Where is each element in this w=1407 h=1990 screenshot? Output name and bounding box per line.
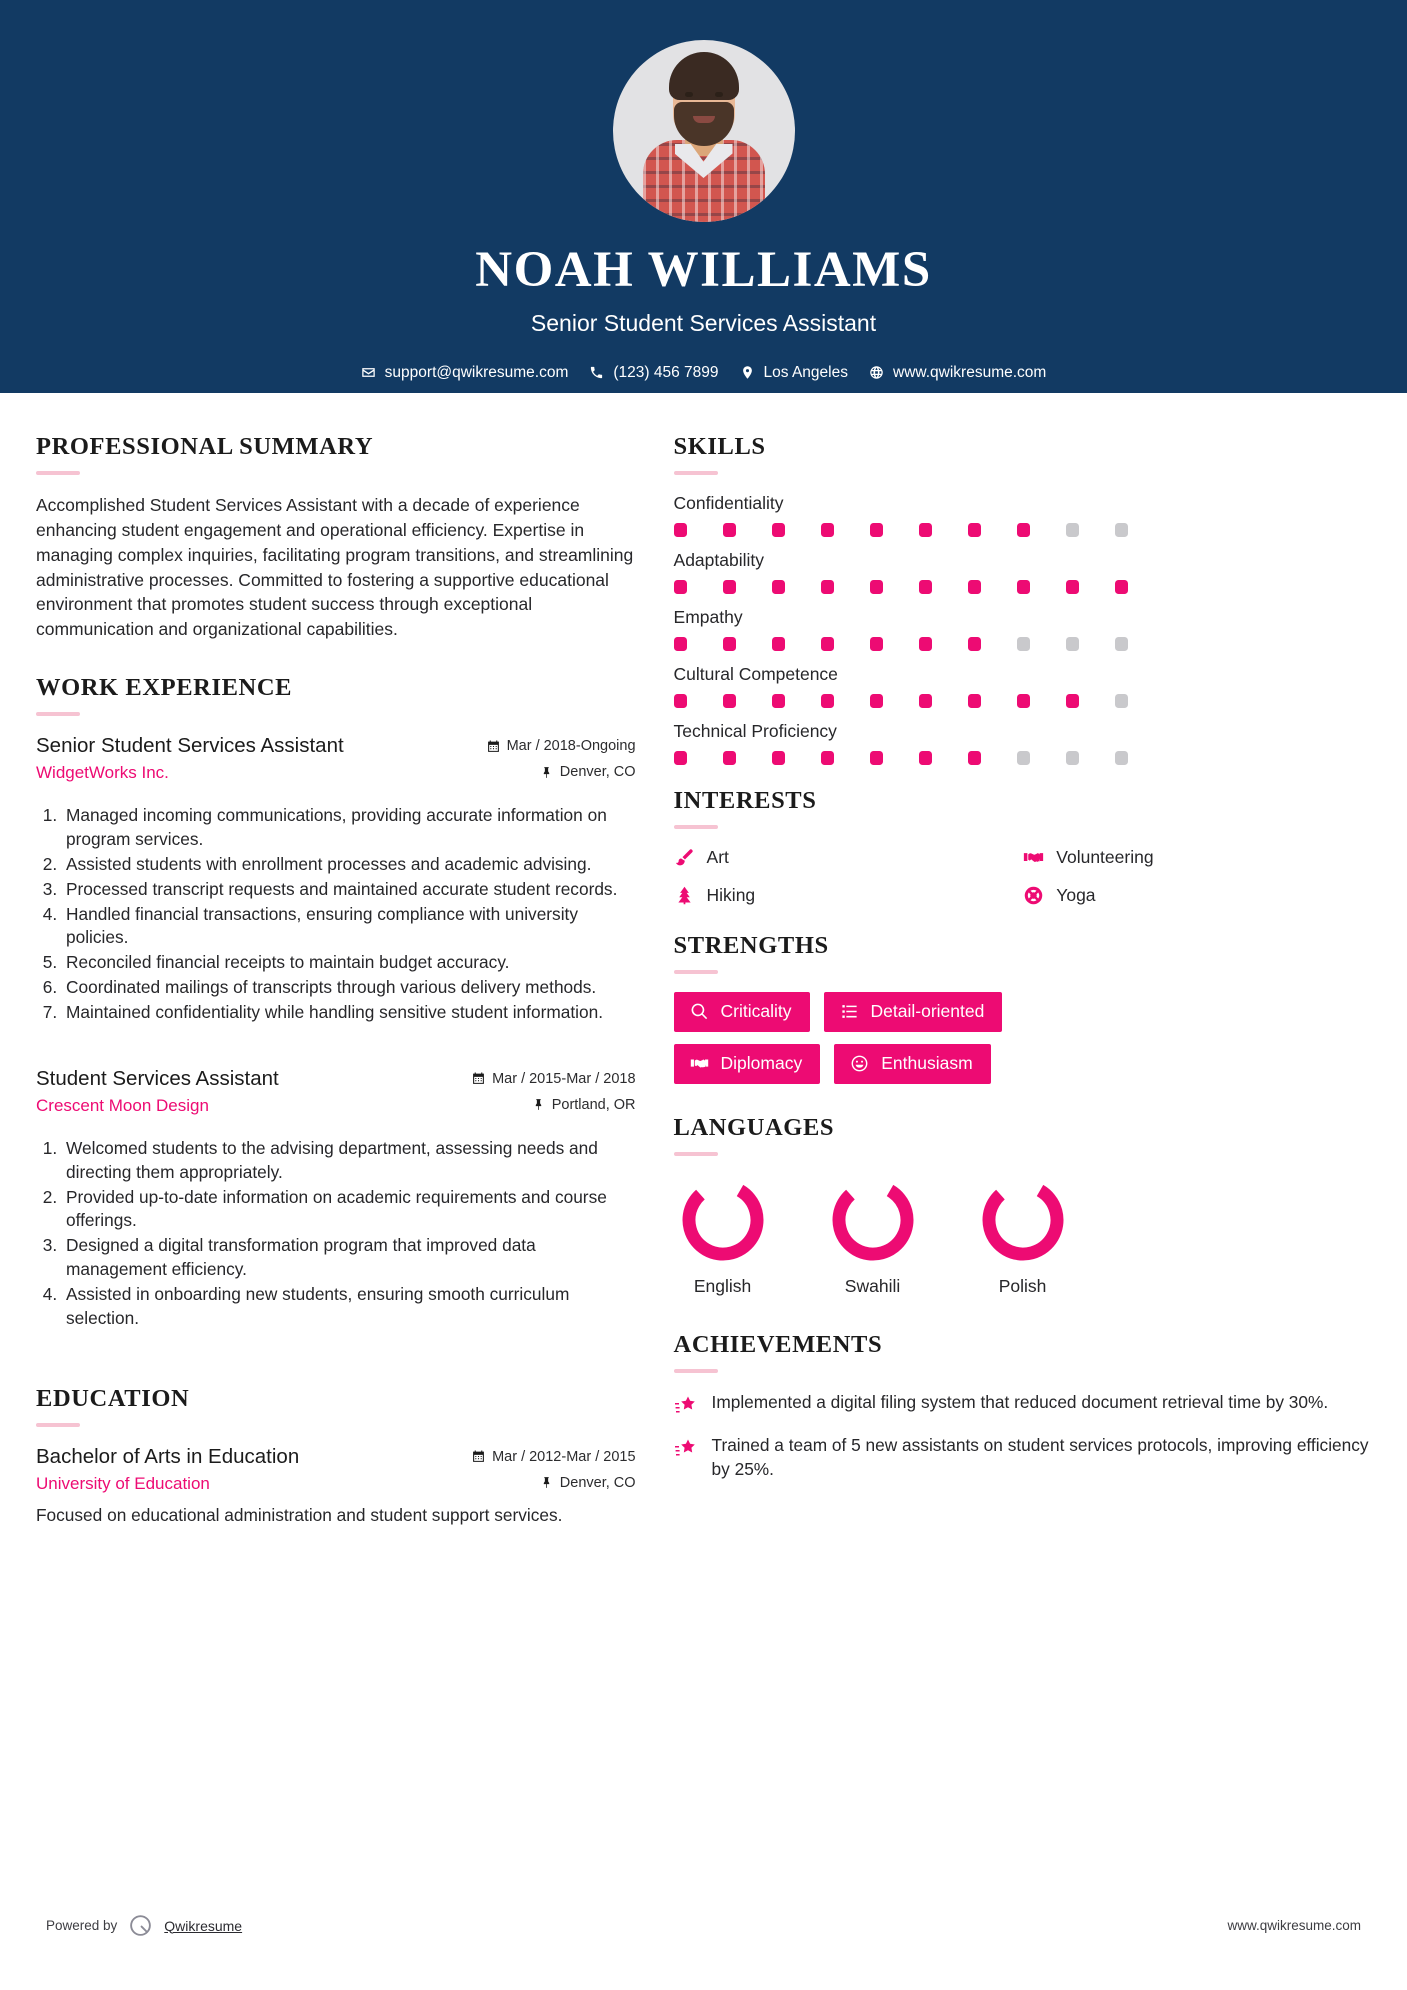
education-description: Focused on educational administration and student support services.: [36, 1504, 563, 1525]
interest-item: [674, 885, 1024, 906]
avatar-eye-right: [715, 92, 723, 97]
skill-dot: [919, 580, 932, 594]
education-school: University of Education: [36, 1473, 210, 1493]
interest-label: Volunteering: [1056, 847, 1154, 867]
pin-icon: [540, 766, 553, 779]
smiley-icon: [850, 1054, 869, 1073]
section-rule: [674, 970, 718, 974]
language-label: Swahili: [844, 1276, 901, 1296]
skill-dot: [968, 580, 981, 594]
right-column: [674, 433, 1373, 1534]
skill-dot: [1017, 523, 1030, 537]
left-column: [36, 433, 636, 1534]
job-duty: 6. Coordinated mailings of transcripts through various delivery methods.: [62, 976, 636, 1000]
strength-label: Enthusiasm: [881, 1053, 973, 1073]
skill-dot: [1115, 637, 1128, 651]
skill-dot: [821, 580, 834, 594]
skill-dot: [919, 694, 932, 708]
skill-label: Cultural Competence: [673, 664, 838, 684]
job-duty: 7. Maintained confidentiality while handling sensitive student information.: [62, 1001, 636, 1025]
skill-rating: [674, 523, 1373, 537]
skill-dot: [1066, 523, 1079, 537]
skill-dot: [968, 523, 981, 537]
skill-label: Technical Proficiency: [673, 721, 837, 741]
footer: [0, 1913, 1407, 1938]
skill-dot: [674, 637, 687, 651]
education-meta: [472, 1445, 635, 1501]
contact-website[interactable]: [869, 364, 1046, 382]
strength-badge: [824, 992, 1003, 1032]
skill-dot: [723, 523, 736, 537]
job-duty: 1. Welcomed students to the advising department, assessing needs and directing them appropriately.: [62, 1137, 636, 1185]
skill-dot: [968, 694, 981, 708]
job-header: [36, 1067, 636, 1123]
avatar-mouth: [693, 116, 715, 123]
section-title-skills: SKILLS: [673, 433, 766, 460]
strength-label: Criticality: [720, 1001, 792, 1021]
skill-dot: [1017, 751, 1030, 765]
calendar-icon: [472, 1072, 485, 1085]
avatar-hair: [669, 52, 739, 100]
strength-label: Detail-oriented: [870, 1001, 985, 1021]
star-icon: [674, 1394, 698, 1418]
strength-badge: [674, 992, 810, 1032]
section-languages: [674, 1114, 1373, 1297]
skill-item: [674, 664, 1373, 708]
avatar: [613, 40, 795, 222]
skill-dot: [723, 580, 736, 594]
skill-rating: [674, 751, 1373, 765]
pin-icon: [532, 1098, 545, 1111]
job-location-text: Denver, CO: [559, 764, 636, 781]
job-entry: [36, 734, 636, 1025]
skill-dot: [870, 523, 883, 537]
paintbrush-icon: [674, 847, 695, 868]
interest-label: Hiking: [706, 885, 756, 905]
education-dates: [472, 1449, 635, 1465]
section-achievements: [674, 1331, 1373, 1481]
skill-dot: [870, 637, 883, 651]
skill-dot: [821, 694, 834, 708]
skill-dot: [870, 694, 883, 708]
skill-label: Adaptability: [673, 550, 765, 570]
skill-dot: [674, 694, 687, 708]
job-duty: 5. Reconciled financial receipts to maintain budget accuracy.: [62, 951, 636, 975]
section-work-experience: [36, 674, 636, 1331]
contact-row: [0, 364, 1407, 382]
education-entry: [36, 1445, 636, 1526]
section-rule: [36, 712, 80, 716]
achievement-item: [674, 1434, 1373, 1481]
skill-dot: [968, 751, 981, 765]
job-duty: 1. Managed incoming communications, providing accurate information on program services.: [62, 804, 636, 852]
interest-label: Yoga: [1056, 885, 1096, 905]
skill-rating: [674, 694, 1373, 708]
section-rule: [36, 471, 80, 475]
skills-list: [674, 493, 1373, 765]
skill-dot: [821, 523, 834, 537]
contact-website-text: www.qwikresume.com: [893, 363, 1047, 381]
strength-badge: [834, 1044, 990, 1084]
interests-grid: [674, 847, 1373, 906]
skill-item: [674, 721, 1373, 765]
language-label: English: [693, 1276, 752, 1296]
section-skills: [674, 433, 1373, 765]
calendar-icon: [472, 1450, 485, 1463]
skill-dot: [919, 523, 932, 537]
job-dates-text: Mar / 2018-Ongoing: [506, 738, 636, 755]
strength-label: Diplomacy: [720, 1053, 803, 1073]
section-title-strengths: STRENGTHS: [673, 932, 829, 959]
skill-item: [674, 493, 1373, 537]
skill-dot: [1017, 694, 1030, 708]
skill-dot: [772, 523, 785, 537]
language-item: [674, 1174, 772, 1297]
job-meta: [487, 734, 636, 790]
skill-dot: [870, 751, 883, 765]
calendar-icon: [487, 740, 500, 753]
skill-dot: [772, 751, 785, 765]
strengths-list: [674, 992, 1104, 1084]
footer-branding: [46, 1913, 242, 1938]
job-duty: 4. Handled financial transactions, ensuring compliance with university policies.: [62, 903, 636, 951]
contact-location: [740, 364, 848, 382]
interest-item: [1023, 847, 1373, 868]
job-role: Senior Student Services Assistant: [36, 734, 344, 758]
skill-dot: [870, 580, 883, 594]
skill-dot: [723, 694, 736, 708]
education-location: [472, 1475, 635, 1491]
job-meta: [472, 1067, 635, 1123]
section-rule: [36, 1423, 80, 1427]
location-pin-icon: [740, 365, 755, 380]
languages-list: [674, 1174, 1373, 1297]
contact-email[interactable]: [361, 364, 569, 382]
education-header: [36, 1445, 636, 1501]
handshake-icon: [690, 1054, 709, 1073]
qwikresume-logo-icon: [128, 1913, 153, 1938]
job-duty: 4. Assisted in onboarding new students, ensuring smooth curriculum selection.: [62, 1283, 636, 1331]
job-dates: [487, 738, 636, 754]
skill-dot: [1115, 580, 1128, 594]
job-identity: [36, 734, 487, 783]
interest-item: [1023, 885, 1373, 906]
skill-dot: [1066, 694, 1079, 708]
section-title-languages: LANGUAGES: [673, 1114, 835, 1141]
job-duty: 2. Provided up-to-date information on academic requirements and course offerings.: [62, 1186, 636, 1234]
search-icon: [690, 1002, 709, 1021]
skill-dot: [1066, 637, 1079, 651]
skill-dot: [674, 580, 687, 594]
job-dates: [472, 1071, 635, 1087]
skill-dot: [772, 637, 785, 651]
skill-label: Confidentiality: [673, 493, 784, 513]
job-location-text: Portland, OR: [551, 1096, 636, 1113]
header-job-title: Senior Student Services Assistant: [530, 309, 877, 336]
skill-dot: [1066, 580, 1079, 594]
contact-phone-text: (123) 456 7899: [613, 363, 719, 381]
spacer: [36, 1033, 636, 1067]
globe-icon: [869, 365, 884, 380]
language-item: [974, 1174, 1072, 1297]
job-role: Student Services Assistant: [36, 1066, 279, 1090]
resume-body: [0, 393, 1407, 1534]
lifebuoy-icon: [1023, 885, 1044, 906]
section-education: [36, 1385, 636, 1526]
skill-dot: [674, 751, 687, 765]
phone-icon: [589, 365, 604, 380]
job-duties-list: [36, 804, 636, 1025]
section-title-interests: INTERESTS: [673, 787, 817, 814]
skill-dot: [968, 637, 981, 651]
job-duty: 3. Processed transcript requests and maintained accurate student records.: [62, 878, 636, 902]
skill-dot: [919, 751, 932, 765]
skill-dot: [1066, 751, 1079, 765]
contact-email-text: support@qwikresume.com: [384, 363, 569, 381]
star-icon: [674, 1437, 698, 1461]
job-identity: [36, 1067, 472, 1116]
skill-dot: [1115, 751, 1128, 765]
skill-dot: [1017, 637, 1030, 651]
job-header: [36, 734, 636, 790]
job-entry: [36, 1067, 636, 1331]
page-title: NOAH WILLIAMS: [475, 242, 932, 298]
achievement-text: Implemented a digital filing system that reduced document retrieval time by 30%.: [711, 1392, 1329, 1412]
section-strengths: [674, 932, 1373, 1084]
section-interests: [674, 787, 1373, 906]
language-label: Polish: [998, 1276, 1047, 1296]
section-title-professional-summary: PROFESSIONAL SUMMARY: [36, 433, 374, 460]
job-location: [472, 1097, 635, 1113]
section-title-achievements: ACHIEVEMENTS: [673, 1331, 883, 1358]
section-rule: [674, 825, 718, 829]
job-company: Crescent Moon Design: [36, 1095, 209, 1115]
section-title-work-experience: WORK EXPERIENCE: [36, 674, 293, 702]
achievement-text: Trained a team of 5 new assistants on student services protocols, improving efficiency by 25%.: [711, 1435, 1369, 1479]
job-location: [487, 764, 636, 780]
education-dates-text: Mar / 2012-Mar / 2015: [492, 1448, 636, 1465]
skill-item: [674, 550, 1373, 594]
contact-phone[interactable]: [589, 364, 718, 382]
strength-badge: [674, 1044, 821, 1084]
resume-header: [0, 0, 1407, 393]
skill-dot: [772, 694, 785, 708]
footer-brand-link[interactable]: Qwikresume: [164, 1917, 243, 1934]
skill-dot: [821, 637, 834, 651]
list-icon: [840, 1002, 859, 1021]
section-rule: [674, 471, 718, 475]
envelope-icon: [361, 365, 376, 380]
language-progress-ring: [677, 1174, 769, 1266]
skill-dot: [1115, 523, 1128, 537]
interest-label: Art: [706, 847, 729, 867]
professional-summary-text: Accomplished Student Services Assistant with a decade of experience enhancing student engagement and operational efficiency. Expertise in managing complex inquiries, facilitating program transitions, and streamlining administrative processes. Committed to fostering a supportive educational environment that promotes student success through exceptional communication and organizational capabilities.: [36, 495, 634, 640]
job-duty: 2. Assisted students with enrollment processes and academic advising.: [62, 853, 636, 877]
section-professional-summary: [36, 433, 636, 642]
skill-rating: [674, 637, 1373, 651]
skill-dot: [919, 637, 932, 651]
job-duty: 3. Designed a digital transformation program that improved data management efficiency.: [62, 1234, 636, 1282]
skill-dot: [1115, 694, 1128, 708]
section-rule: [674, 1152, 718, 1156]
job-company: WidgetWorks Inc.: [36, 763, 169, 783]
job-duties-list: [36, 1137, 636, 1331]
skill-dot: [723, 637, 736, 651]
achievement-item: [674, 1391, 1373, 1418]
footer-powered-by: Powered by: [46, 1918, 118, 1933]
skill-label: Empathy: [673, 607, 743, 627]
education-degree: Bachelor of Arts in Education: [36, 1444, 300, 1468]
handshake-icon: [1023, 847, 1044, 868]
skill-item: [674, 607, 1373, 651]
section-rule: [674, 1369, 718, 1373]
skill-dot: [821, 751, 834, 765]
language-progress-ring: [977, 1174, 1069, 1266]
skill-dot: [723, 751, 736, 765]
section-title-education: EDUCATION: [36, 1384, 190, 1412]
education-location-text: Denver, CO: [559, 1474, 636, 1491]
footer-website[interactable]: www.qwikresume.com: [1227, 1918, 1361, 1933]
language-progress-ring: [827, 1174, 919, 1266]
pin-icon: [540, 1476, 553, 1489]
interest-item: [674, 847, 1024, 868]
education-identity: [36, 1445, 472, 1494]
skill-dot: [1017, 580, 1030, 594]
skill-dot: [674, 523, 687, 537]
language-item: [824, 1174, 922, 1297]
avatar-eye-left: [685, 92, 693, 97]
tree-icon: [674, 885, 695, 906]
skill-rating: [674, 580, 1373, 594]
skill-dot: [772, 580, 785, 594]
job-dates-text: Mar / 2015-Mar / 2018: [492, 1070, 636, 1087]
contact-location-text: Los Angeles: [763, 363, 848, 381]
